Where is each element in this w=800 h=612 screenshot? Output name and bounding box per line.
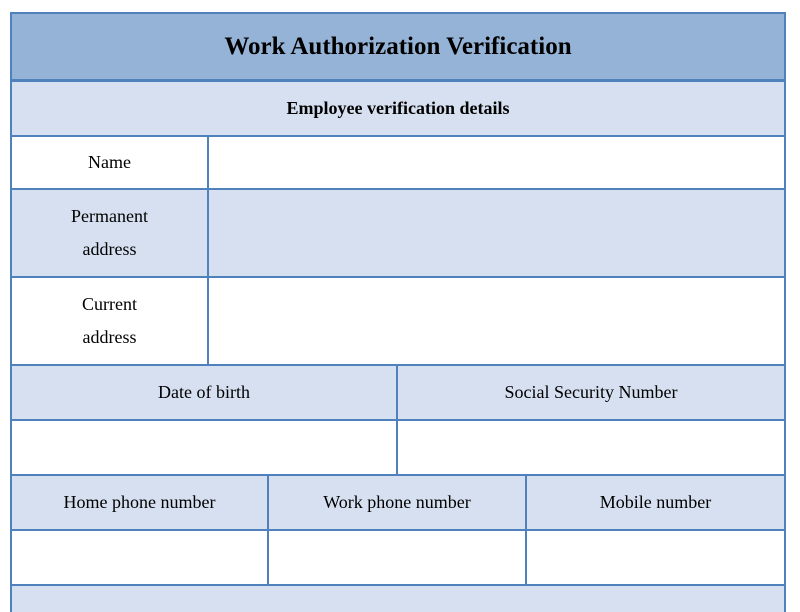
name-label: Name (88, 152, 131, 172)
date-of-birth-label: Date of birth (158, 382, 250, 402)
current-address-label-line1: Current (82, 294, 137, 314)
section-header (10, 82, 786, 137)
current-address-field[interactable] (209, 278, 786, 366)
name-label-cell (10, 137, 209, 190)
form-title (10, 12, 786, 82)
current-address-label-line2: address (82, 327, 137, 347)
form-title-text: Work Authorization Verification (224, 33, 572, 60)
work-authorization-form (10, 12, 786, 612)
permanent-address-label-line2: address (82, 239, 137, 259)
permanent-address-label-line1: Permanent (71, 206, 148, 226)
ssn-field[interactable] (398, 421, 786, 476)
work-phone-label: Work phone number (323, 492, 471, 512)
permanent-address-field[interactable] (209, 190, 786, 278)
ssn-label: Social Security Number (504, 382, 678, 402)
name-field[interactable] (209, 137, 786, 190)
permanent-address-label-cell (10, 190, 209, 278)
current-address-label-cell (10, 278, 209, 366)
mobile-label-cell (527, 476, 786, 531)
next-row-partial (10, 586, 786, 612)
home-phone-label: Home phone number (63, 492, 216, 512)
work-phone-field[interactable] (269, 531, 527, 586)
mobile-label: Mobile number (599, 492, 712, 512)
ssn-label-cell (398, 366, 786, 421)
section-title: Employee verification details (286, 98, 510, 118)
home-phone-label-cell (10, 476, 269, 531)
work-phone-label-cell (269, 476, 527, 531)
home-phone-field[interactable] (10, 531, 269, 586)
date-of-birth-label-cell (10, 366, 398, 421)
date-of-birth-field[interactable] (10, 421, 398, 476)
mobile-field[interactable] (527, 531, 786, 586)
